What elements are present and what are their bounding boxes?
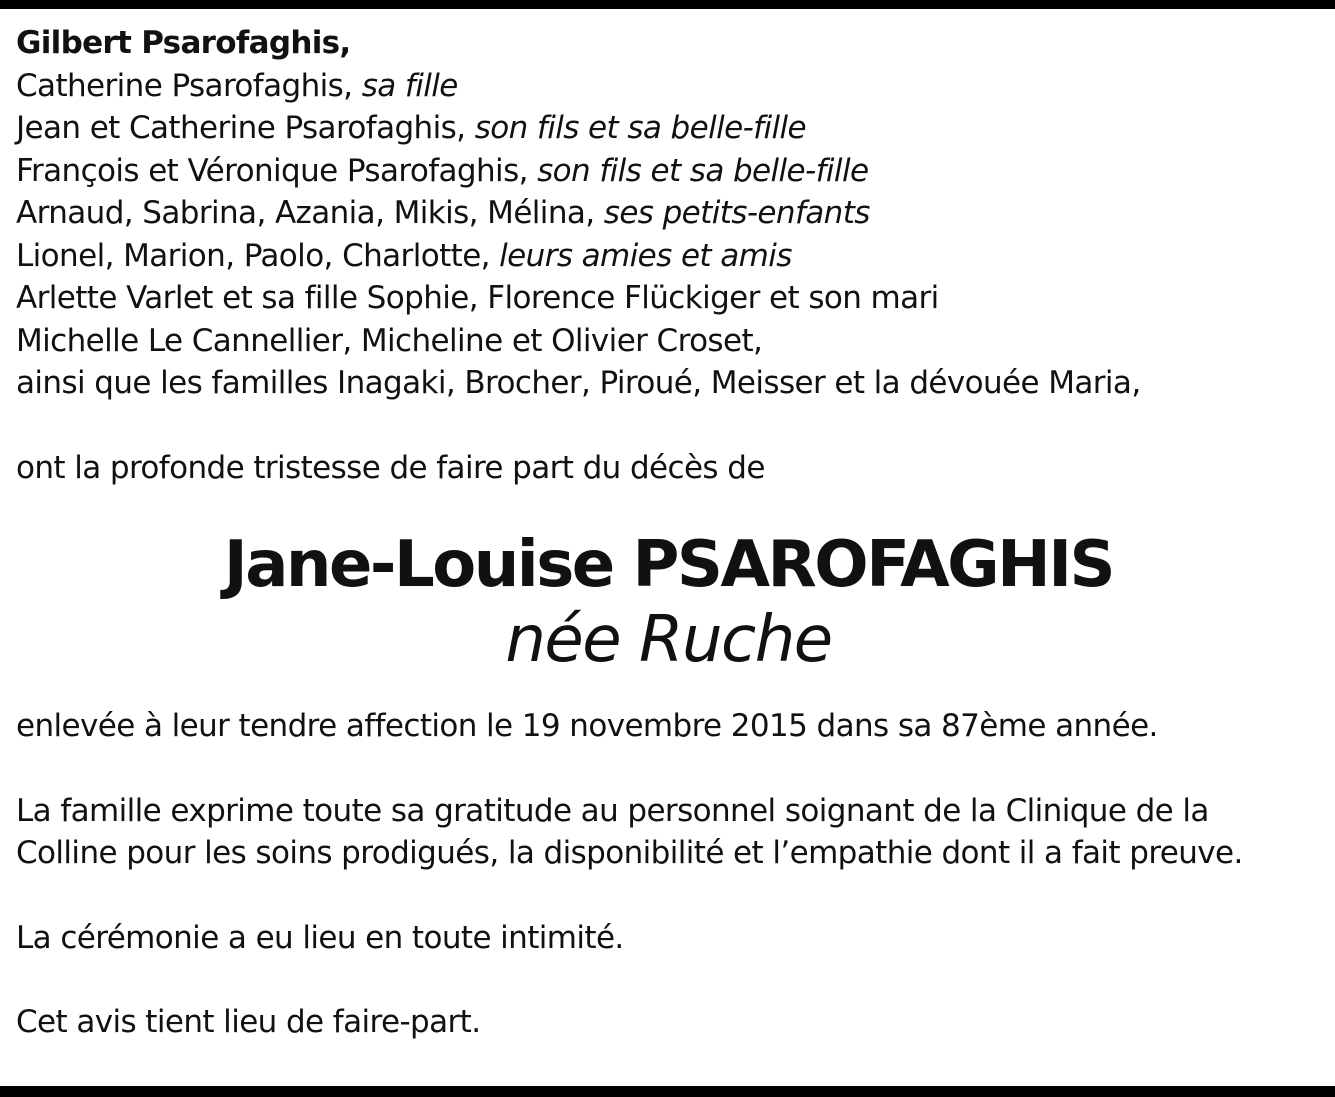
deceased-name: Jane-Louise PSAROFAGHIS bbox=[223, 528, 1114, 602]
closing-text: Cet avis tient lieu de faire-part. bbox=[16, 1004, 481, 1040]
announcement-text: ont la profonde tristesse de faire part du décès de bbox=[16, 449, 765, 486]
family-name: Arlette Varlet et sa fille Sophie, Florence Flückiger et son mari bbox=[16, 280, 939, 316]
family-relation: son fils et sa belle-fille bbox=[537, 152, 869, 189]
details-block bbox=[16, 705, 1321, 1044]
spacer bbox=[16, 959, 1321, 1001]
family-name: ainsi que les familles Inagaki, Brocher, Piroué, Meisser et la dévouée Maria, bbox=[16, 365, 1141, 401]
family-line-2 bbox=[16, 107, 1321, 150]
family-line-4 bbox=[16, 192, 1321, 235]
spacer bbox=[16, 405, 1321, 447]
family-name: François et Véronique Psarofaghis, bbox=[16, 152, 538, 189]
family-name: Lionel, Marion, Paolo, Charlotte, bbox=[16, 237, 500, 274]
family-name: Gilbert Psarofaghis, bbox=[16, 25, 351, 61]
family-line-5 bbox=[16, 235, 1321, 278]
spacer bbox=[16, 875, 1321, 917]
ceremony-text: La cérémonie a eu lieu en toute intimité. bbox=[16, 919, 624, 956]
family-relation: sa fille bbox=[361, 67, 458, 104]
maiden-name: née Ruche bbox=[505, 603, 832, 677]
gratitude-line-1: La famille exprime toute sa gratitude au personnel soignant de la Clinique de la bbox=[16, 792, 1209, 829]
family-line-1 bbox=[16, 65, 1321, 108]
family-relation: leurs amies et amis bbox=[499, 237, 792, 274]
family-relation: son fils et sa belle-fille bbox=[474, 110, 806, 146]
death-date-text: enlevée à leur tendre affection le 19 novembre 2015 dans sa 87ème année. bbox=[16, 708, 1158, 744]
family-name: Arnaud, Sabrina, Azania, Mikis, Mélina, bbox=[16, 195, 604, 231]
obituary-notice bbox=[16, 22, 1321, 1044]
deceased-block bbox=[16, 525, 1321, 675]
family-line-6 bbox=[16, 277, 1321, 320]
family-line-3 bbox=[16, 150, 1321, 193]
bottom-rule bbox=[0, 1086, 1335, 1097]
family-name: Michelle Le Cannellier, Micheline et Olivier Croset, bbox=[16, 322, 763, 359]
top-rule bbox=[0, 0, 1335, 9]
family-relation: ses petits-enfants bbox=[603, 195, 870, 231]
family-line-8 bbox=[16, 362, 1321, 405]
family-name: Catherine Psarofaghis, bbox=[16, 67, 362, 104]
gratitude-line-2: Colline pour les soins prodigués, la disponibilité et l’empathie dont il a fait preuve. bbox=[16, 835, 1243, 871]
spacer bbox=[16, 748, 1321, 790]
family-name: Jean et Catherine Psarofaghis, bbox=[16, 110, 475, 146]
family-line-0 bbox=[16, 22, 1321, 65]
family-line-7 bbox=[16, 320, 1321, 363]
